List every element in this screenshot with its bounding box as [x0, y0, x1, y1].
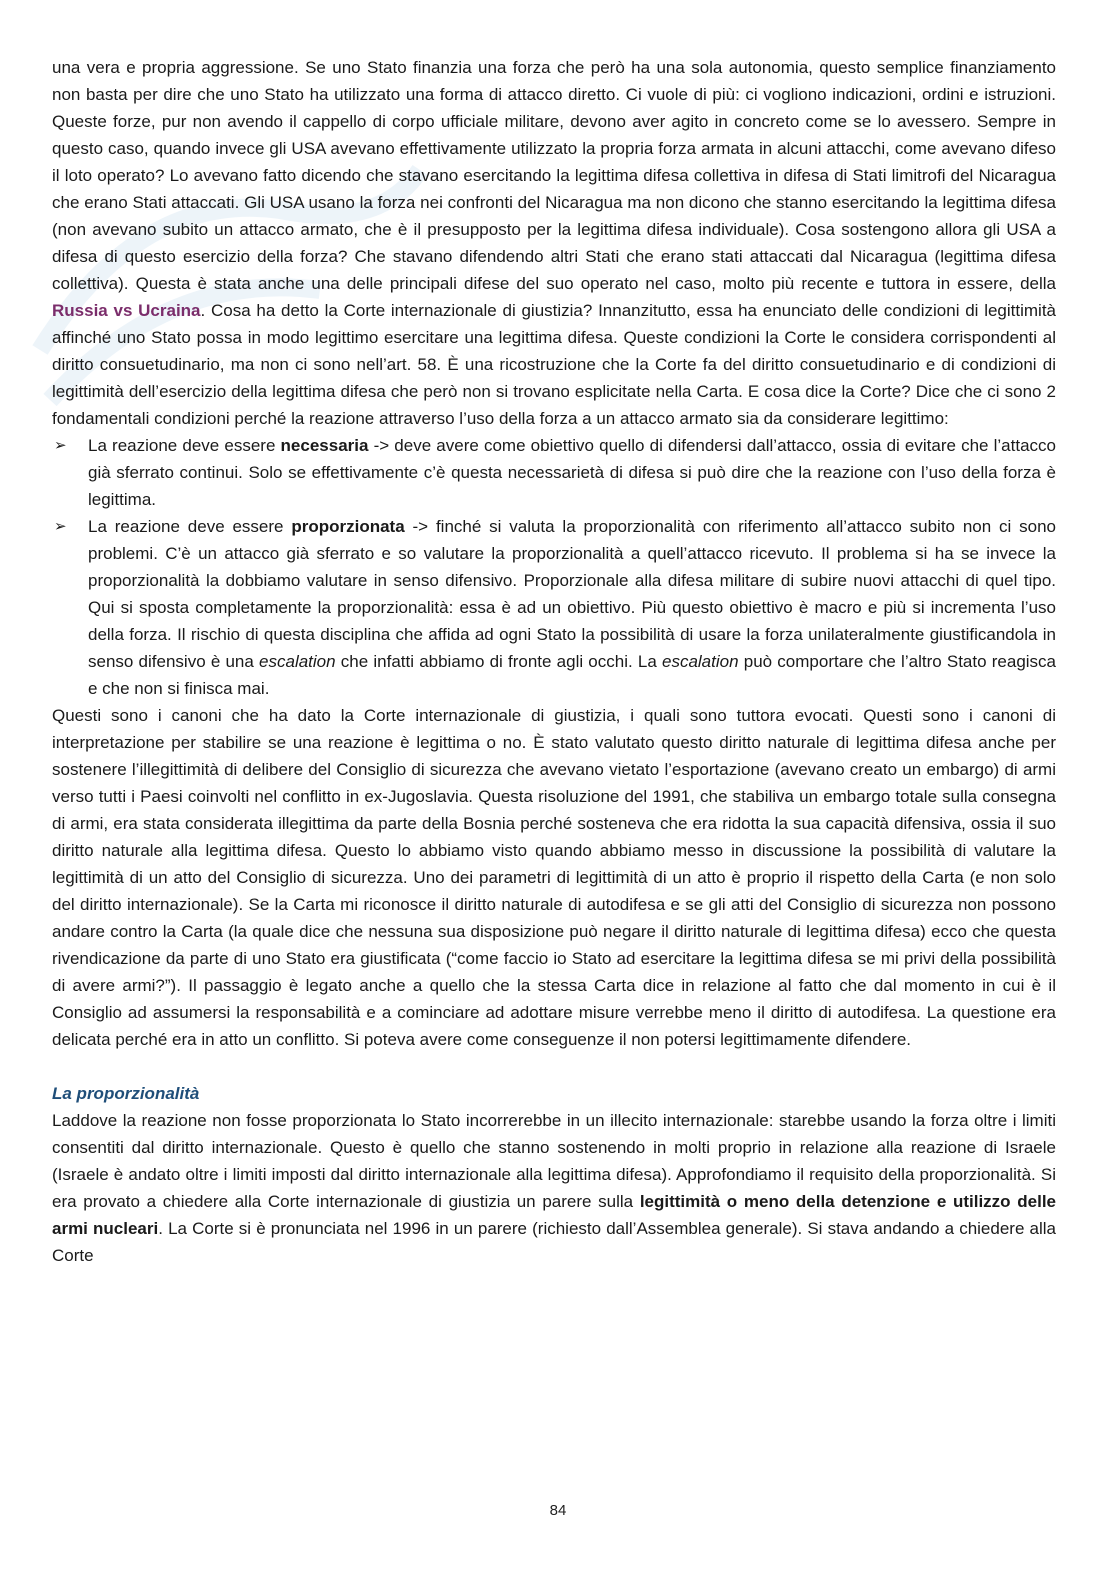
highlight-russia-ucraina: Russia vs Ucraina	[52, 301, 201, 320]
list-item-necessaria: ➢ La reazione deve essere necessaria -> deve avere come obiettivo quello di difendersi dall’attacco, ossia di evitare che l’attacco già sferrato continui. Solo se effettivamente c’è questa necessarietà di difesa si può dire che la reazione con l’uso della forza è legittima.	[52, 432, 1056, 513]
paragraph-2: Questi sono i canoni che ha dato la Corte internazionale di giustizia, i quali sono tuttora evocati. Questi sono i canoni di interpretazione per stabilire se una reazione è legittima o no. È stato valutato questo diritto naturale di legittima difesa anche per sostenere l’illegittimità di delibere del Consiglio di sicurezza che avevano vietato l’esportazione (avevano creato un embargo) di armi verso tutti i Paesi coinvolti nel conflitto in ex-Jugoslavia. Questa risoluzione del 1991, che stabiliva un embargo totale sulla consegna di armi, era stata considerata illegittima da parte della Bosnia perché sosteneva che era ridotta la sua capacità difensiva, ossia il suo diritto naturale alla legittima difesa. Questo lo abbiamo visto quando abbiamo messo in discussione la possibilità di valutare la legittimità di un atto del Consiglio di sicurezza. Uno dei parametri di legittimità di un atto è proprio il rispetto della Carta (e non solo del diritto internazionale). Se la Carta mi riconosce il diritto naturale di autodifesa e se gli atti del Consiglio di sicurezza non possono andare contro la Carta (la quale dice che nessuna sua disposizione può negare il diritto naturale di legittima difesa) ecco che questa rivendicazione da parte di uno Stato era giustificata (“come faccio io Stato ad esercitare la legittima difesa se mi privi della possibilità di avere armi?”). Il passaggio è legato anche a quello che la stessa Carta dice in relazione al fatto che dal momento in cui è il Consiglio ad assumersi la responsabilità e a cominciare ad adottare misure verrebbe meno il diritto di autodifesa. La questione era delicata perché era in atto un conflitto. Si poteva avere come conseguenze il non potersi legittimamente difendere.	[52, 706, 1056, 1049]
paragraph-1: una vera e propria aggressione. Se uno Stato finanzia una forza che però ha una sola autonomia, questo semplice finanziamento non basta per dire che uno Stato ha utilizzato una forma di attacco diretto. Ci vuole di più: ci vogliono indicazioni, ordini e istruzioni. Queste forze, pur non avendo il cappello di corpo ufficiale militare, devono aver agito in concreto come se lo avessero. Sempre in questo caso, quando invece gli USA avevano effettivamente utilizzato la propria forza armata in alcuni attacchi, come avevano difeso il loto operato? Lo avevano fatto dicendo che stavano esercitando la legittima difesa collettiva in difesa di Stati limitrofi del Nicaragua che erano Stati attaccati. Gli USA usano la forza nei confronti del Nicaragua ma non dicono che stanno esercitando la legittima difesa (non avevano subito un attacco armato, che è il presupposto per la legittima difesa individuale). Cosa sostengono allora gli USA a difesa di questo esercizio della forza? Che stavano difendendo altri Stati che erano stati attaccati dal Nicaragua (legittima difesa collettiva). Questa è stata anche una delle principali difese del suo operato nel caso, molto più recente e tuttora in essere, della Russia vs Ucraina. Cosa ha detto la Corte internazionale di giustizia? Innanzitutto, essa ha enunciato delle condizioni di legittimità affinché uno Stato possa in modo legittimo esercitare una legittima difesa. Queste condizioni la Corte le considera corrispondenti al diritto consuetudinario, ma non ci sono nell’art. 58. È una ricostruzione che la Corte fa del diritto consuetudinario e di condizioni di legittimità dell’esercizio della legittima difesa che però non si trovano esplicitate nella Carta. E cosa dice la Corte? Dice che ci sono 2 fondamentali condizioni perché la reazione attraverso l’uso della forza a un attacco armato sia da considerare legittimo:	[52, 58, 1056, 428]
arrow-bullet-icon: ➢	[54, 437, 67, 454]
conditions-list	[52, 432, 1056, 702]
paragraph-3: Laddove la reazione non fosse proporzionata lo Stato incorrerebbe in un illecito internazionale: starebbe usando la forza oltre i limiti consentiti dal diritto internazionale. Questo è quello che stanno sostenendo in molti proprio in relazione alla reazione di Israele (Israele è andato oltre i limiti imposti dal diritto internazionale alla legittima difesa). Approfondiamo il requisito della proporzionalità. Si era provato a chiedere alla Corte internazionale di giustizia un parere sulla legittimità o meno della detenzione e utilizzo delle armi nucleari. La Corte si è pronunciata nel 1996 in un parere (richiesto dall’Assemblea generale). Si stava andando a chiedere alla Corte	[52, 1111, 1056, 1265]
section-title: La proporzionalità	[52, 1084, 200, 1103]
page-number: 84	[549, 1502, 567, 1519]
arrow-bullet-icon: ➢	[54, 518, 67, 535]
document-page	[52, 54, 1056, 1494]
list-item-proporzionata: ➢ La reazione deve essere proporzionata -> finché si valuta la proporzionalità con riferimento all’attacco subito non ci sono problemi. C’è un attacco già sferrato e so valutare la proporzionalità a quell’attacco ricevuto. Il problema si ha se invece la proporzionalità la dobbiamo valutare in senso difensivo. Proporzionale alla difesa militare di subire nuovi attacchi di quel tipo. Qui si sposta completamente la proporzionalità: essa è ad un obiettivo. Più questo obiettivo è macro e più si incrementa l’uso della forza. Il rischio di questa disciplina che affida ad ogni Stato la possibilità di usare la forza unilateralmente giustificandola in senso difensivo è una escalation che infatti abbiamo di fronte agli occhi. La escalation può comportare che l’altro Stato reagisca e che non si finisca mai.	[52, 513, 1056, 702]
